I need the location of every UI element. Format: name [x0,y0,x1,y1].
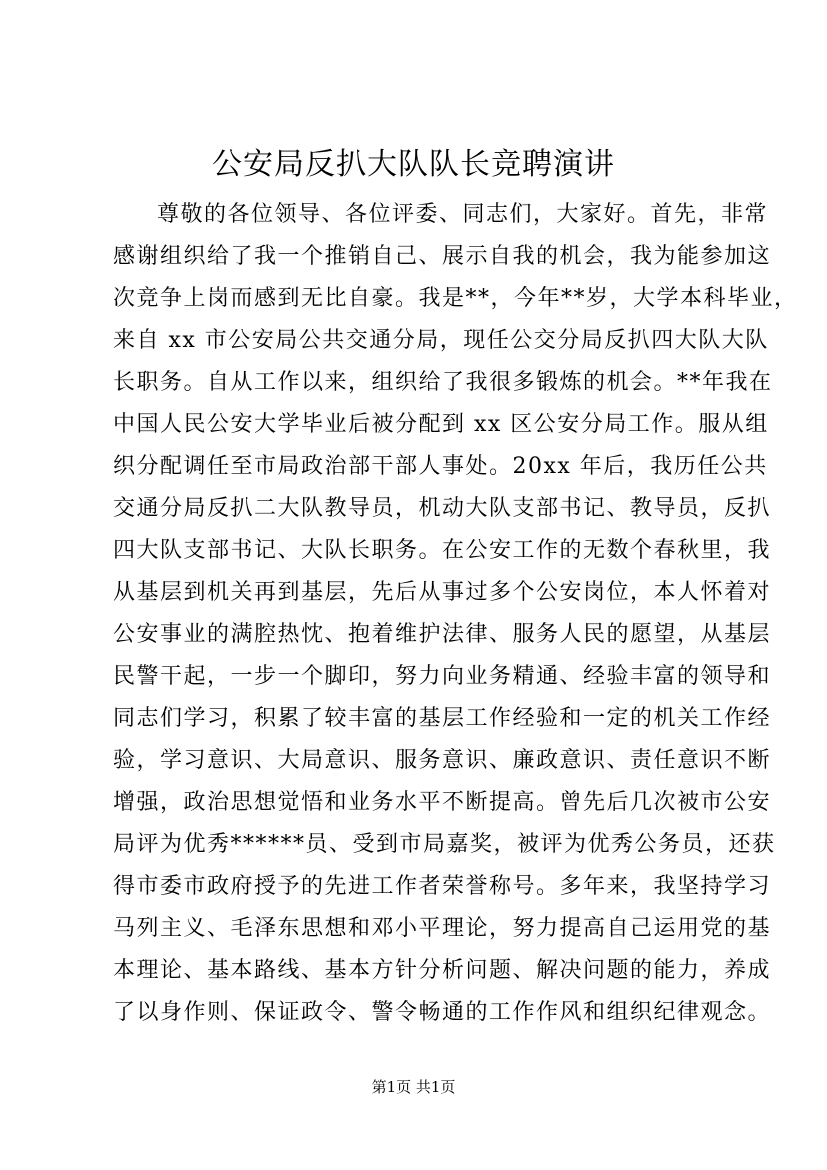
body-line: 感谢组织给了我一个推销自己、展示自我的机会，我为能参加这 [113,244,772,269]
body-line: 从基层到机关再到基层，先后从事过多个公安岗位，本人怀着对 [113,580,772,605]
body-line: 尊敬的各位领导、各位评委、同志们，大家好。首先，非常 [157,202,769,227]
body-line: 马列主义、毛泽东思想和邓小平理论，努力提高自己运用党的基 [113,916,772,941]
body-line: 织分配调任至市局政治部干部人事处。20xx 年后，我历任公共 [113,454,768,479]
body-line: 同志们学习，积累了较丰富的基层工作经验和一定的机关工作经 [113,706,772,731]
document-title: 公安局反扒大队队长竞聘演讲 [212,147,615,182]
body-line: 四大队支部书记、大队长职务。在公安工作的无数个春秋里，我 [113,538,772,563]
body-line: 增强，政治思想觉悟和业务水平不断提高。曾先后几次被市公安 [113,790,772,815]
page-footer: 第1页 共1页 [371,1078,456,1096]
body-line: 本理论、基本路线、基本方针分析问题、解决问题的能力，养成 [113,958,772,983]
body-line: 得市委市政府授予的先进工作者荣誉称号。多年来，我坚持学习 [113,874,772,899]
body-line: 验，学习意识、大局意识、服务意识、廉政意识、责任意识不断 [113,748,772,773]
body-line: 交通分局反扒二大队教导员，机动大队支部书记、教导员，反扒 [113,496,772,521]
body-line: 中国人民公安大学毕业后被分配到 xx 区公安分局工作。服从组 [113,412,769,437]
body-line: 次竞争上岗而感到无比自豪。我是**，今年**岁，大学本科毕业， [113,286,798,311]
body-line: 来自 xx 市公安局公共交通分局，现任公交分局反扒四大队大队 [113,328,769,353]
body-line: 长职务。自从工作以来，组织给了我很多锻炼的机会。**年我在 [113,370,773,395]
body-line: 了以身作则、保证政令、警令畅通的工作作风和组织纪律观念。 [113,1000,772,1025]
body-line: 局评为优秀******员、受到市局嘉奖，被评为优秀公务员，还获 [113,832,776,857]
body-line: 民警干起，一步一个脚印，努力向业务精通、经验丰富的领导和 [113,664,772,689]
body-line: 公安事业的满腔热忱、抱着维护法律、服务人民的愿望，从基层 [113,622,772,647]
